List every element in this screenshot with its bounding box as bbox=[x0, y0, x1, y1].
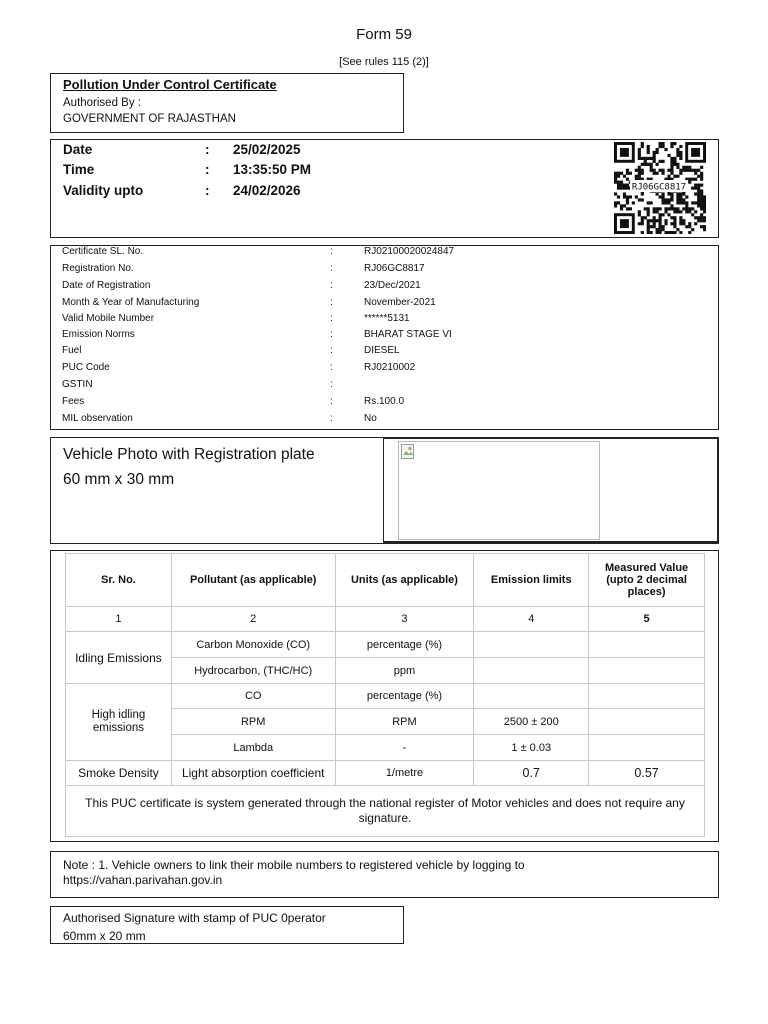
date-label: Date bbox=[63, 142, 93, 157]
column-number-row bbox=[66, 607, 705, 632]
detail-value: RJ0210002 bbox=[364, 362, 416, 373]
limit-cell bbox=[474, 684, 589, 709]
detail-colon: : bbox=[330, 396, 333, 407]
date-time-box bbox=[50, 139, 719, 238]
detail-label: Date of Registration bbox=[62, 280, 151, 291]
emission-header-row bbox=[66, 554, 705, 607]
vahan-link: https://vahan.parivahan.gov.in bbox=[63, 873, 223, 887]
time-label: Time bbox=[63, 162, 95, 177]
limit-cell: 0.7 bbox=[474, 761, 589, 786]
vehicle-details-box bbox=[50, 245, 719, 430]
detail-colon: : bbox=[330, 246, 333, 257]
vehicle-photo-frame bbox=[383, 438, 719, 543]
header-measured: Measured Value (upto 2 decimal places) bbox=[589, 554, 705, 607]
detail-value: DIESEL bbox=[364, 345, 400, 356]
detail-label: Registration No. bbox=[62, 263, 134, 274]
detail-value: November-2021 bbox=[364, 297, 436, 308]
header-pollutant: Pollutant (as applicable) bbox=[171, 554, 335, 607]
detail-colon: : bbox=[330, 329, 333, 340]
measured-cell bbox=[589, 658, 705, 684]
measured-cell: 0.57 bbox=[589, 761, 705, 786]
broken-image-icon bbox=[401, 444, 415, 460]
pollutant-cell: Carbon Monoxide (CO) bbox=[171, 632, 335, 658]
pollutant-cell: Light absorption coefficient bbox=[171, 761, 335, 786]
vehicle-photo-title: Vehicle Photo with Registration plate bbox=[63, 446, 315, 463]
detail-colon: : bbox=[330, 280, 333, 291]
limit-cell bbox=[474, 632, 589, 658]
detail-label: PUC Code bbox=[62, 362, 110, 373]
validity-value: 24/02/2026 bbox=[233, 183, 301, 198]
header-limits: Emission limits bbox=[474, 554, 589, 607]
pollutant-cell: CO bbox=[171, 684, 335, 709]
table-row bbox=[66, 632, 705, 658]
vehicle-photo-placeholder bbox=[398, 441, 600, 540]
column-number: 3 bbox=[335, 607, 474, 632]
measured-cell bbox=[589, 709, 705, 735]
detail-label: Emission Norms bbox=[62, 329, 135, 340]
detail-label: Certificate SL. No. bbox=[62, 246, 144, 257]
unit-cell: ppm bbox=[335, 658, 474, 684]
table-row bbox=[66, 684, 705, 709]
detail-colon: : bbox=[330, 313, 333, 324]
column-number: 2 bbox=[171, 607, 335, 632]
detail-value: 23/Dec/2021 bbox=[364, 280, 421, 291]
pollutant-cell: Hydrocarbon, (THC/HC) bbox=[171, 658, 335, 684]
validity-colon: : bbox=[205, 183, 210, 198]
measured-cell bbox=[589, 684, 705, 709]
high-idling-label: High idling emissions bbox=[66, 684, 172, 761]
qr-code-icon bbox=[614, 142, 706, 234]
form-title: Form 59 bbox=[356, 26, 412, 43]
date-value: 25/02/2025 bbox=[233, 142, 301, 157]
emission-box bbox=[50, 550, 719, 842]
measured-cell bbox=[589, 632, 705, 658]
measured-cell bbox=[589, 735, 705, 761]
detail-value: Rs.100.0 bbox=[364, 396, 405, 407]
limit-cell bbox=[474, 658, 589, 684]
vehicle-photo-box bbox=[50, 437, 719, 544]
limit-cell: 1 ± 0.03 bbox=[474, 735, 589, 761]
detail-colon: : bbox=[330, 345, 333, 356]
column-number: 4 bbox=[474, 607, 589, 632]
vehicle-photo-size: 60 mm x 30 mm bbox=[63, 471, 175, 488]
system-generated-note: This PUC certificate is system generated through the national register of Motor vehicles and does not require any signature. bbox=[66, 786, 705, 837]
unit-cell: percentage (%) bbox=[335, 684, 474, 709]
unit-cell: percentage (%) bbox=[335, 632, 474, 658]
qr-registration-text: RJ06GC8817 bbox=[631, 182, 687, 193]
vehicle-photo-label bbox=[63, 442, 315, 492]
unit-cell: 1/metre bbox=[335, 761, 474, 786]
time-value: 13:35:50 PM bbox=[233, 162, 312, 177]
validity-label: Validity upto bbox=[63, 183, 144, 198]
note-box bbox=[50, 851, 719, 898]
detail-label: Month & Year of Manufacturing bbox=[62, 297, 200, 308]
time-colon: : bbox=[205, 162, 210, 177]
signature-label: Authorised Signature with stamp of PUC 0perator bbox=[63, 911, 326, 925]
signature-box bbox=[50, 906, 404, 944]
unit-cell: - bbox=[335, 735, 474, 761]
header-sr-no: Sr. No. bbox=[66, 554, 172, 607]
certificate-title: Pollution Under Control Certificate bbox=[63, 77, 277, 92]
form-rules: [See rules 115 (2)] bbox=[339, 56, 429, 68]
limit-cell: 2500 ± 200 bbox=[474, 709, 589, 735]
table-row bbox=[66, 761, 705, 786]
detail-value: ******5131 bbox=[364, 313, 410, 324]
system-note-row bbox=[66, 786, 705, 837]
idling-emissions-label: Idling Emissions bbox=[66, 632, 172, 684]
pollutant-cell: Lambda bbox=[171, 735, 335, 761]
smoke-density-label: Smoke Density bbox=[66, 761, 172, 786]
detail-value: RJ06GC8817 bbox=[364, 263, 425, 274]
detail-colon: : bbox=[330, 297, 333, 308]
column-number: 1 bbox=[66, 607, 172, 632]
detail-value: BHARAT STAGE VI bbox=[364, 329, 452, 340]
detail-value: No bbox=[364, 413, 377, 424]
detail-value: RJ02100020024847 bbox=[364, 246, 455, 257]
detail-label: Valid Mobile Number bbox=[62, 313, 155, 324]
authority-name: GOVERNMENT OF RAJASTHAN bbox=[63, 113, 236, 125]
detail-label: Fuel bbox=[62, 345, 82, 356]
unit-cell: RPM bbox=[335, 709, 474, 735]
signature-size: 60mm x 20 mm bbox=[63, 929, 146, 943]
detail-label: MIL observation bbox=[62, 413, 133, 424]
authority-box bbox=[50, 73, 404, 133]
note-text: Note : 1. Vehicle owners to link their mobile numbers to registered vehicle by logging to bbox=[63, 858, 525, 872]
detail-colon: : bbox=[330, 362, 333, 373]
header-units: Units (as applicable) bbox=[335, 554, 474, 607]
detail-colon: : bbox=[330, 379, 333, 390]
detail-colon: : bbox=[330, 413, 333, 424]
column-number: 5 bbox=[589, 607, 705, 632]
detail-label: Fees bbox=[62, 396, 85, 407]
detail-colon: : bbox=[330, 263, 333, 274]
authorised-by-label: Authorised By : bbox=[63, 97, 141, 109]
detail-label: GSTIN bbox=[62, 379, 93, 390]
pollutant-cell: RPM bbox=[171, 709, 335, 735]
emission-table bbox=[65, 553, 705, 837]
date-colon: : bbox=[205, 142, 210, 157]
